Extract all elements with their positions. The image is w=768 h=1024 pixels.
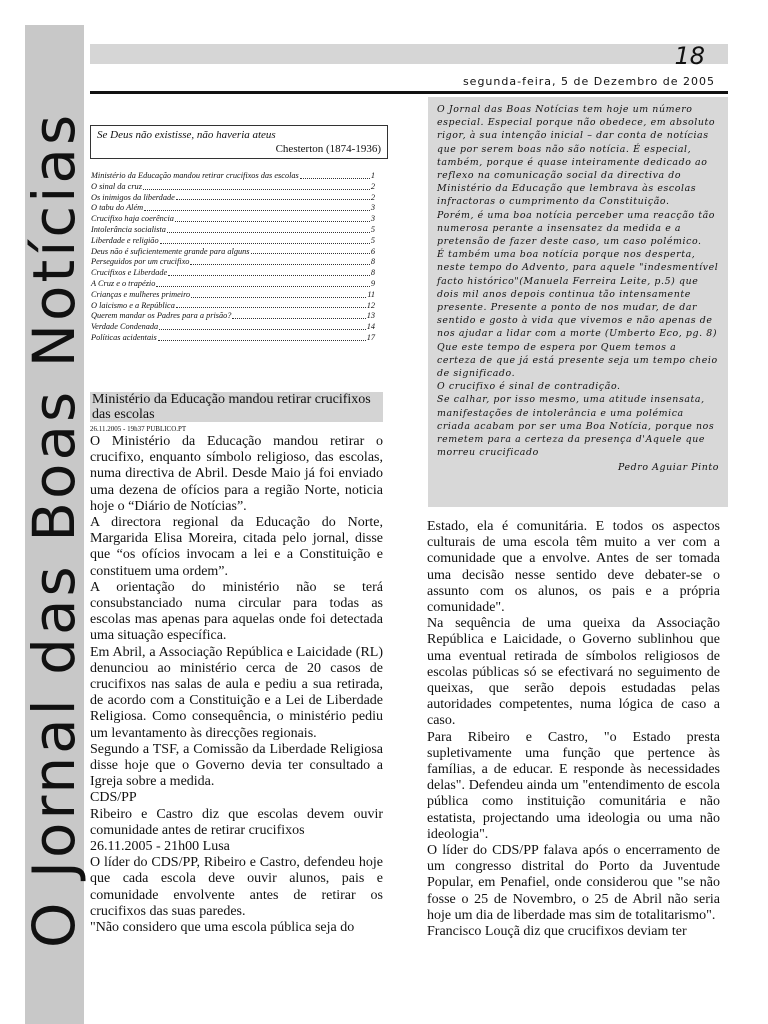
toc-leader <box>159 322 365 330</box>
toc-row[interactable] <box>91 311 375 322</box>
toc-leader <box>158 333 366 341</box>
quote-box <box>90 125 388 159</box>
toc-page: 6 <box>370 246 375 256</box>
toc-title: Liberdade e religião <box>91 235 159 245</box>
editorial-box <box>428 97 728 507</box>
toc-leader <box>176 301 366 309</box>
toc-row[interactable] <box>91 290 375 301</box>
toc-leader <box>156 279 369 287</box>
toc-row[interactable] <box>91 268 375 279</box>
toc-title: Políticas acidentais <box>91 332 157 342</box>
toc-title: Deus não é suficientemente grande para alguns <box>91 246 250 256</box>
toc-page: 13 <box>366 311 375 321</box>
toc-title: Os inimigos da liberdade <box>91 192 175 202</box>
toc-leader <box>175 214 370 222</box>
toc-row[interactable] <box>91 182 375 193</box>
toc-title: Crucifixo haja coerência <box>91 214 174 224</box>
toc-page: 3 <box>370 214 375 224</box>
article-paragraph: Para Ribeiro e Castro, "o Estado presta supletivamente uma função que pertence às famílias, a de educar. E responde às necessidades delas". Defendeu ainda um "entendimento de escola pública como instituição comunitária e não estatista, projectando uma ideologia ou uma não ideologia". <box>427 729 720 842</box>
quote-text: Se Deus não existisse, não haveria ateus <box>97 129 276 141</box>
toc-title: Crianças e mulheres primeiro <box>91 289 191 299</box>
table-of-contents <box>91 171 375 344</box>
toc-row[interactable] <box>91 203 375 214</box>
article-meta: 26.11.2005 - 19h37 PUBLICO.PT <box>90 425 187 433</box>
header-bar <box>90 44 728 64</box>
article-meta-line: 26.11.2005 - 21h00 Lusa <box>90 839 230 855</box>
article-paragraph: Em Abril, a Associação República e Laicidade (RL) denunciou ao ministério cerca de 20 casos de crucifixos nas salas de aula e pediu a sua retirada, de acordo com a Constituição e a Lei de Liberdade Religiosa. Como consequência, o ministério pediu um levantamento às direcções regionais. <box>90 644 383 741</box>
toc-row[interactable] <box>91 322 375 333</box>
header-rule <box>90 91 728 94</box>
toc-title: A Cruz e o trapézio <box>91 278 156 288</box>
toc-row[interactable] <box>91 236 375 247</box>
article-paragraph: "Não considero que uma escola pública seja do <box>90 920 355 936</box>
toc-title: O laicismo e a República <box>91 300 175 310</box>
toc-leader <box>144 203 370 211</box>
toc-leader <box>143 182 370 190</box>
toc-page: 3 <box>370 203 375 213</box>
toc-title: Intolerância socialista <box>91 224 166 234</box>
article-title: Ministério da Educação mandou retirar crucifixos das escolas <box>90 392 383 422</box>
toc-row[interactable] <box>91 193 375 204</box>
newspaper-title: O Jornal das Boas Notícias <box>20 111 88 949</box>
toc-page: 8 <box>370 268 375 278</box>
toc-title: Crucifixos e Liberdade <box>91 268 168 278</box>
article-paragraph: Segundo a TSF, a Comissão da Liberdade Religiosa disse hoje que o Governo devia ter consultado a Igreja sobre a medida. <box>90 741 383 790</box>
toc-row[interactable] <box>91 333 375 344</box>
article-paragraph: O Ministério da Educação mandou retirar o crucifixo, enquanto símbolo religioso, das escolas, numa directiva de Abril. Desde Maio já foi enviado uma dezena de ofícios para a região Norte, noticia hoje o “Diário de Notícias”. <box>90 434 383 514</box>
quote-author: Chesterton (1874-1936) <box>275 143 381 155</box>
toc-leader <box>176 193 370 201</box>
toc-row[interactable] <box>91 301 375 312</box>
toc-page: 2 <box>370 192 375 202</box>
toc-page: 12 <box>366 300 375 310</box>
article-paragraph: Estado, ela é comunitária. E todos os aspectos culturais de uma escola têm muito a ver com a comunidade que a envolve. Antes de ser tomada uma decisão nesse sentido deve debater-se o assunto com os alunos, os pais e a própria comunidade". <box>427 519 720 616</box>
editorial-paragraph: O crucifixo é sinal de contradição. <box>437 381 621 393</box>
toc-title: O tabu do Além <box>91 203 144 213</box>
toc-row[interactable] <box>91 279 375 290</box>
article-column-right <box>427 519 720 940</box>
toc-row[interactable] <box>91 214 375 225</box>
toc-title: O sinal da cruz <box>91 181 142 191</box>
page-number: 18 <box>674 42 705 70</box>
toc-row[interactable] <box>91 257 375 268</box>
toc-title: Ministério da Educação mandou retirar crucifixos das escolas <box>91 171 299 180</box>
editorial-paragraph: É também uma boa notícia porque nos desperta, neste tempo do Advento, para aquele "indesmentível facto histórico"(Manuela Ferreira Leite, p.5) que dois mil anos depois continua tão intensamente presente. Presente a ponto de nos mudar, de dar sentido e gosto à vida que vivemos e não apenas de nos ajudar a lidar com a morte (Umberto Eco, pg. 8) Que este tempo de espera por Quem temos a certeza de que já está presente seja um tempo cheio de significado. <box>437 249 719 380</box>
article-paragraph: Na sequência de uma queixa da Associação República e Laicidade, o Governo sublinhou que uma eventual retirada de símbolos religiosos de escolas públicas só se efectivará no seguimento de queixas, que serão depois estudadas pelas autoridades competentes, numa lógica de caso a caso. <box>427 616 720 729</box>
toc-leader <box>168 268 370 276</box>
article-column-left <box>90 434 383 936</box>
editorial-signature: Pedro Aguiar Pinto <box>618 462 719 474</box>
toc-leader <box>160 236 370 244</box>
toc-leader <box>300 171 370 179</box>
editorial-paragraph: Porém, é uma boa notícia perceber uma reacção tão numerosa perante a insensatez da medida e a pretensão de fazer deste caso, um caso polémico. <box>437 209 716 248</box>
toc-page: 17 <box>366 332 375 342</box>
toc-page: 1 <box>370 171 375 180</box>
toc-row[interactable] <box>91 247 375 258</box>
toc-leader <box>251 247 370 255</box>
editorial-paragraph: O Jornal das Boas Notícias tem hoje um número especial. Especial porque não obedece, em absoluto rigor, à sua intenção inicial – dar conta de notícias que por serem boas não são notícia. É especial, também, porque é quase inteiramente dedicado ao reflexo na comunicação social da directiva do Ministério da Educação que lembrava às escolas infractoras o cumprimento da Constituição. <box>437 104 716 208</box>
toc-page: 14 <box>366 322 375 332</box>
toc-row[interactable] <box>91 171 375 182</box>
toc-row[interactable] <box>91 225 375 236</box>
toc-page: 2 <box>370 181 375 191</box>
toc-page: 8 <box>370 257 375 267</box>
toc-title: Querem mandar os Padres para a prisão? <box>91 311 232 321</box>
article-paragraph: A directora regional da Educação do Norte, Margarida Elisa Moreira, citada pelo jornal, disse que “os ofícios invocam a lei e a Constituição e constituem uma ordem”. <box>90 515 383 579</box>
toc-page: 5 <box>370 235 375 245</box>
toc-page: 5 <box>370 224 375 234</box>
toc-title: Verdade Condenada <box>91 322 159 332</box>
article-paragraph: A orientação do ministério não se terá consubstanciado numa circular para todas as escolas mas apenas para aquelas onde foi detectada uma situação específica. <box>90 579 383 644</box>
toc-leader <box>232 311 365 319</box>
toc-leader <box>191 290 366 298</box>
article-paragraph: O líder do CDS/PP, Ribeiro e Castro, defendeu hoje que cada escola deve ouvir alunos, pais e comunidade envolvente antes de retirar os crucifixos das suas paredes. <box>90 855 383 919</box>
editorial-paragraph: Se calhar, por isso mesmo, uma atitude insensata, manifestações de intolerância e uma polémica criada acabam por ser uma Boa Notícia, porque nos remetem para a certeza da presença d'Aquele que morreu crucificado <box>437 394 715 459</box>
article-subheading: Ribeiro e Castro diz que escolas devem ouvir comunidade antes de retirar crucifixos <box>90 806 383 838</box>
article-paragraph: O líder do CDS/PP falava após o encerramento de um congresso distrital do Porto da Juventude Popular, em Penafiel, onde considerou que "se não fosse o 25 de Novembro, o 25 de Abril não seria hoje um dia de liberdade mas sim de totalitarismo". <box>427 843 720 923</box>
toc-leader <box>167 225 370 233</box>
toc-title: Perseguidos por um crucifixo <box>91 257 190 267</box>
article-subheading: CDS/PP <box>90 790 137 806</box>
toc-page: 9 <box>370 278 375 288</box>
article-paragraph: Francisco Louçã diz que crucifixos deviam ter <box>427 924 687 940</box>
toc-leader <box>190 257 369 265</box>
issue-date: segunda-feira, 5 de Dezembro de 2005 <box>462 75 715 88</box>
toc-page: 11 <box>367 289 375 299</box>
